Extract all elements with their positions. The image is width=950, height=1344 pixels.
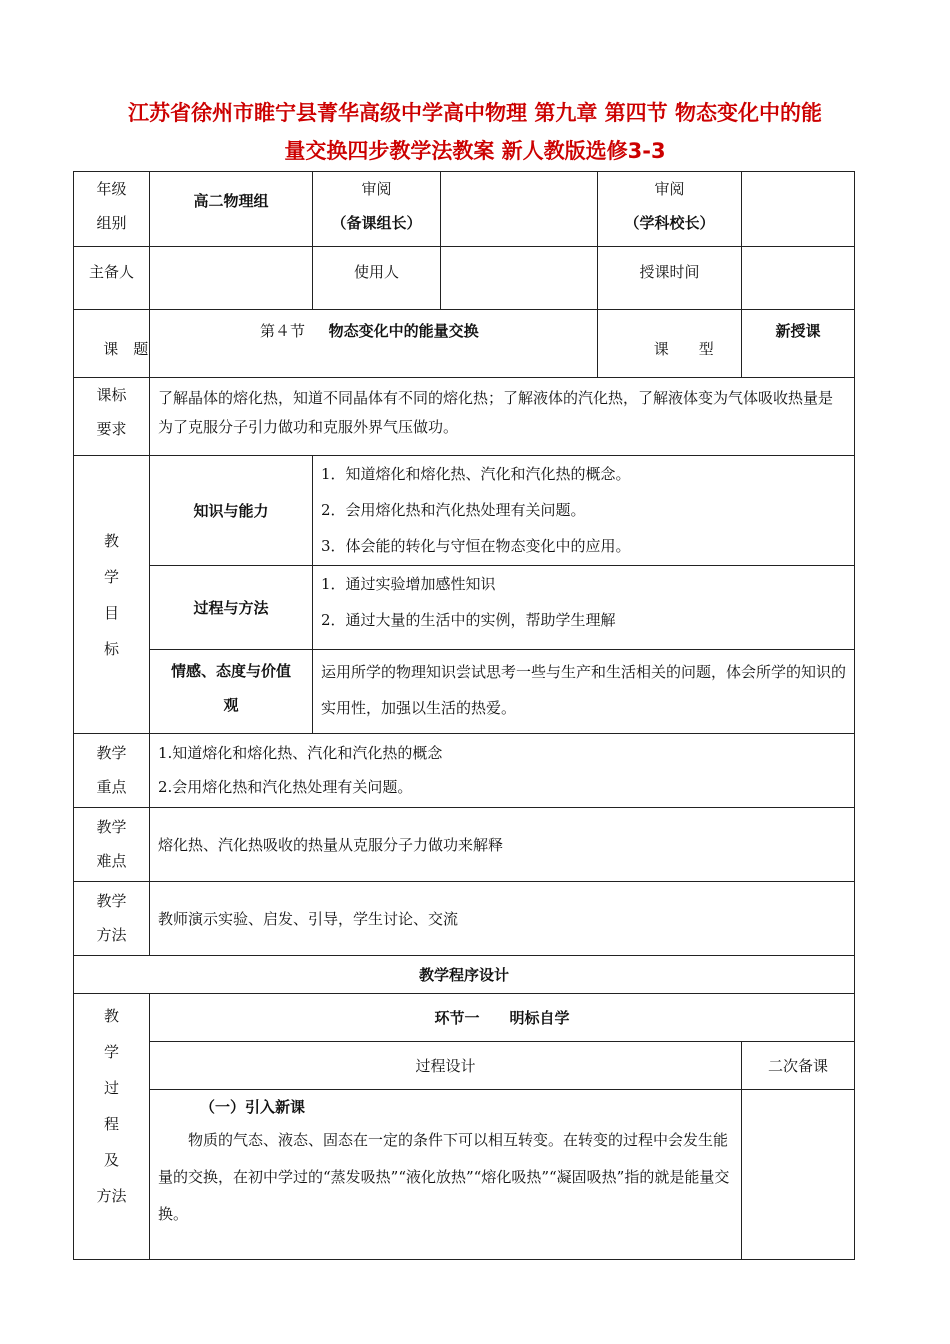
header-row-topic <box>74 310 855 378</box>
key-point-item: 1.知道熔化和熔化热、汽化和汽化热的概念 <box>158 744 443 762</box>
grade-value: 高二物理组 <box>193 192 269 210</box>
review1-label-cell <box>313 172 441 247</box>
knowledge-label: 知识与能力 <box>193 502 269 520</box>
review2-value-cell <box>742 172 855 247</box>
process-label-cell <box>150 566 313 650</box>
review2-sub: （学科校长） <box>624 214 715 232</box>
process-item: 1．通过实验增加感性知识 <box>321 575 496 593</box>
topic-label-cell <box>74 310 150 378</box>
title-line-1: 江苏省徐州市睢宁县菁华高级中学高中物理 第九章 第四节 物态变化中的能 <box>128 101 822 125</box>
type-value: 新授课 <box>775 322 821 340</box>
objective-knowledge-row <box>74 456 855 566</box>
header-row-preparer <box>74 247 855 310</box>
grade-label-1: 年级 <box>96 180 127 198</box>
knowledge-item: 1．知道熔化和熔化热、汽化和汽化热的概念。 <box>321 465 631 483</box>
procedure-heading-row <box>74 956 855 994</box>
key-points-label-1: 教学 <box>96 744 127 762</box>
review2-label: 审阅 <box>654 180 685 198</box>
knowledge-item: 3．体会能的转化与守恒在物态变化中的应用。 <box>321 537 631 555</box>
difficulty-label-2: 难点 <box>96 852 127 870</box>
process-label: 过程与方法 <box>193 599 269 617</box>
user-label-cell <box>313 247 441 310</box>
second-content-cell <box>742 1090 855 1260</box>
key-points-label-2: 重点 <box>96 778 127 796</box>
method-label-2: 方法 <box>96 926 127 944</box>
knowledge-label-cell <box>150 456 313 566</box>
time-label-cell <box>598 247 742 310</box>
difficulty-label-cell <box>74 808 150 882</box>
topic-cell <box>150 310 598 378</box>
grade-label-2: 组别 <box>96 214 127 232</box>
preparer-label: 主备人 <box>88 263 134 281</box>
procedure-columns-row <box>74 1042 855 1090</box>
knowledge-items-cell <box>313 456 855 566</box>
key-points-label-cell <box>74 734 150 808</box>
standard-label-2: 要求 <box>96 420 127 438</box>
time-label: 授课时间 <box>639 263 700 281</box>
grade-value-cell <box>150 172 313 247</box>
review1-label: 审阅 <box>361 180 392 198</box>
objectives-label-4: 标 <box>103 639 119 658</box>
key-points-cell <box>150 734 855 808</box>
review1-value-cell <box>441 172 598 247</box>
user-label: 使用人 <box>353 263 399 281</box>
key-points-row <box>74 734 855 808</box>
objectives-label-3: 目 <box>103 603 119 622</box>
lesson-plan-table <box>73 171 855 1260</box>
method-text: 教师演示实验、启发、引导，学生讨论、交流 <box>158 910 459 928</box>
review1-sub: （备课组长） <box>331 214 422 232</box>
type-label: 课 型 <box>653 340 714 358</box>
procedure-heading: 教学程序设计 <box>418 966 509 984</box>
objective-emotion-row <box>74 650 855 734</box>
procedure-stage-row <box>74 994 855 1042</box>
type-value-cell <box>742 310 855 378</box>
procedure-side-label: 及 <box>103 1151 119 1169</box>
emotion-text: 运用所学的物理知识尝试思考一些与生产和生活相关的问题，体会所学的知识的实用性，加强以生活的热爱。 <box>321 663 847 717</box>
standard-label-cell <box>74 378 150 456</box>
document-title <box>60 94 890 170</box>
procedure-side-label-cell <box>74 994 150 1260</box>
method-label-1: 教学 <box>96 892 127 910</box>
design-content-cell <box>150 1090 742 1260</box>
process-items-cell <box>313 566 855 650</box>
difficulty-text: 熔化热、汽化热吸收的热量从克服分子力做功来解释 <box>158 836 504 854</box>
topic-section: 第４节 <box>260 322 306 340</box>
difficulty-text-cell <box>150 808 855 882</box>
intro-text: 物质的气态、液态、固态在一定的条件下可以相互转变。在转变的过程中会发生能量的交换，在初中学过的“蒸发吸热”“液化放热”“熔化吸热”“凝固吸热”指的就是能量交换。 <box>158 1131 730 1223</box>
time-value-cell <box>742 247 855 310</box>
intro-heading: （一）引入新课 <box>200 1098 306 1116</box>
standard-text: 了解晶体的熔化热，知道不同晶体有不同的熔化热；了解液体的汽化热，了解液体变为气体吸收热量是为了克服分子引力做功和克服外界气压做功。 <box>158 389 834 436</box>
title-line-2: 量交换四步教学法教案 新人教版选修3-3 <box>284 139 666 163</box>
emotion-text-cell <box>313 650 855 734</box>
difficulty-label-1: 教学 <box>96 818 127 836</box>
key-point-item: 2.会用熔化热和汽化热处理有关问题。 <box>158 778 413 796</box>
second-column-header <box>742 1042 855 1090</box>
procedure-content-row <box>74 1090 855 1260</box>
grade-label-cell <box>74 172 150 247</box>
objectives-label-2: 学 <box>103 567 119 586</box>
topic-label: 课 题 <box>103 340 149 358</box>
design-column-header <box>150 1042 742 1090</box>
method-label-cell <box>74 882 150 956</box>
procedure-side-label: 方法 <box>96 1187 127 1205</box>
standard-text-cell <box>150 378 855 456</box>
design-column-label: 过程设计 <box>415 1057 476 1075</box>
standard-label-1: 课标 <box>96 386 127 404</box>
procedure-side-label: 教 <box>103 1007 119 1025</box>
topic-title: 物态变化中的能量交换 <box>328 322 479 340</box>
stage-title-cell <box>150 994 855 1042</box>
process-item: 2．通过大量的生活中的实例，帮助学生理解 <box>321 611 616 629</box>
emotion-label-cell <box>150 650 313 734</box>
emotion-label-2: 观 <box>223 696 239 714</box>
objectives-label-1: 教 <box>103 531 119 550</box>
knowledge-item: 2．会用熔化热和汽化热处理有关问题。 <box>321 501 586 519</box>
procedure-side-label: 过 <box>103 1079 119 1097</box>
type-label-cell <box>598 310 742 378</box>
preparer-value-cell <box>150 247 313 310</box>
difficulty-row <box>74 808 855 882</box>
objective-process-row <box>74 566 855 650</box>
procedure-side-label: 学 <box>103 1043 119 1061</box>
procedure-side-label: 程 <box>103 1115 119 1133</box>
emotion-label-1: 情感、态度与价值 <box>170 662 291 680</box>
procedure-heading-cell <box>74 956 855 994</box>
standard-row <box>74 378 855 456</box>
header-row-grade <box>74 172 855 247</box>
review2-label-cell <box>598 172 742 247</box>
method-row <box>74 882 855 956</box>
user-value-cell <box>441 247 598 310</box>
method-text-cell <box>150 882 855 956</box>
objectives-label-cell <box>74 456 150 734</box>
second-column-label: 二次备课 <box>767 1057 828 1075</box>
preparer-label-cell <box>74 247 150 310</box>
stage-title: 环节一 明标自学 <box>434 1009 570 1027</box>
